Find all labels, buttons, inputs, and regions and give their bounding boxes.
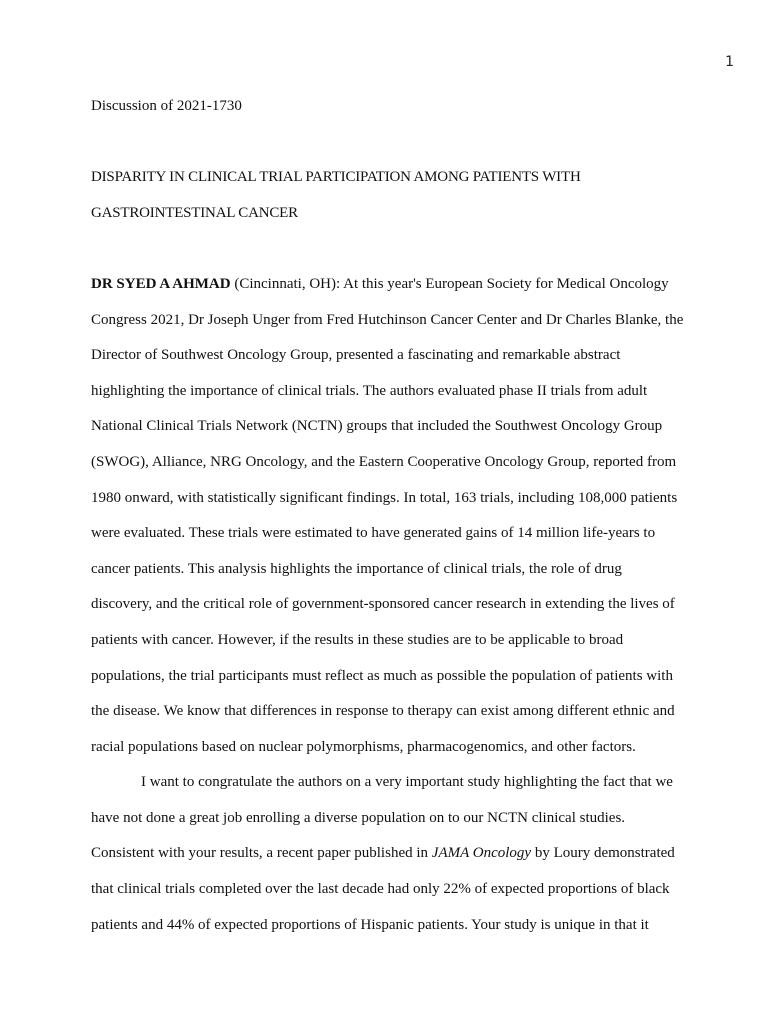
article-title-line-1: DISPARITY IN CLINICAL TRIAL PARTICIPATION AMONG PATIENTS WITH — [91, 169, 581, 186]
discussion-label: Discussion of 2021-1730 — [91, 98, 242, 114]
speaker-name: DR SYED A AHMAD — [91, 275, 231, 292]
journal-name: JAMA Oncology — [431, 845, 532, 862]
paragraph-2-text-before: I want to congratulate the authors on a very important study highlighting the fact that we have not done a great job enrolling a diverse population on to our NCTN clinical studies. Consistent with your results, a recent paper published in — [91, 774, 673, 862]
spacer — [91, 231, 685, 267]
page-number: 1 — [725, 54, 734, 70]
speaker-location: (Cincinnati, OH): — [230, 275, 344, 292]
paragraph-2-text-after: by Loury demonstrated that clinical trials completed over the last decade had only 22% of expected proportions of black patients and 44% of expected proportions of Hispanic patients. Your study is unique in that it — [91, 845, 675, 933]
paragraph-2 — [91, 765, 685, 943]
article-title-line-2: GASTROINTESTINAL CANCER — [91, 204, 298, 221]
spacer — [91, 125, 685, 161]
document-body — [91, 89, 685, 943]
paragraph-1-text: At this year's European Society for Medical Oncology Congress 2021, Dr Joseph Unger from Fred Hutchinson Cancer Center and Dr Charles Blanke, the Director of Southwest Oncology Group, presented a fascinating and remarkable abstract highlighting the importance of clinical trials. The authors evaluated phase II trials from adult National Clinical Trials Network (NCTN) groups that included the Southwest Oncology Group (SWOG), Alliance, NRG Oncology, and the Eastern Cooperative Oncology Group, reported from 1980 onward, with statistically significant findings. In total, 163 trials, including 108,000 patients were evaluated. These trials were estimated to have generated gains of 14 million life-years to cancer patients. This analysis highlights the importance of clinical trials, the role of drug discovery, and the critical role of government-sponsored cancer research in extending the lives of patients with cancer. However, if the results in these studies are to be applicable to broad populations, the trial participants must reflect as much as possible the population of patients with the disease. We know that differences in response to therapy can exist among different ethnic and racial populations based on nuclear polymorphisms, pharmacogenomics, and other factors. — [91, 275, 684, 755]
paragraph-1 — [91, 267, 685, 765]
